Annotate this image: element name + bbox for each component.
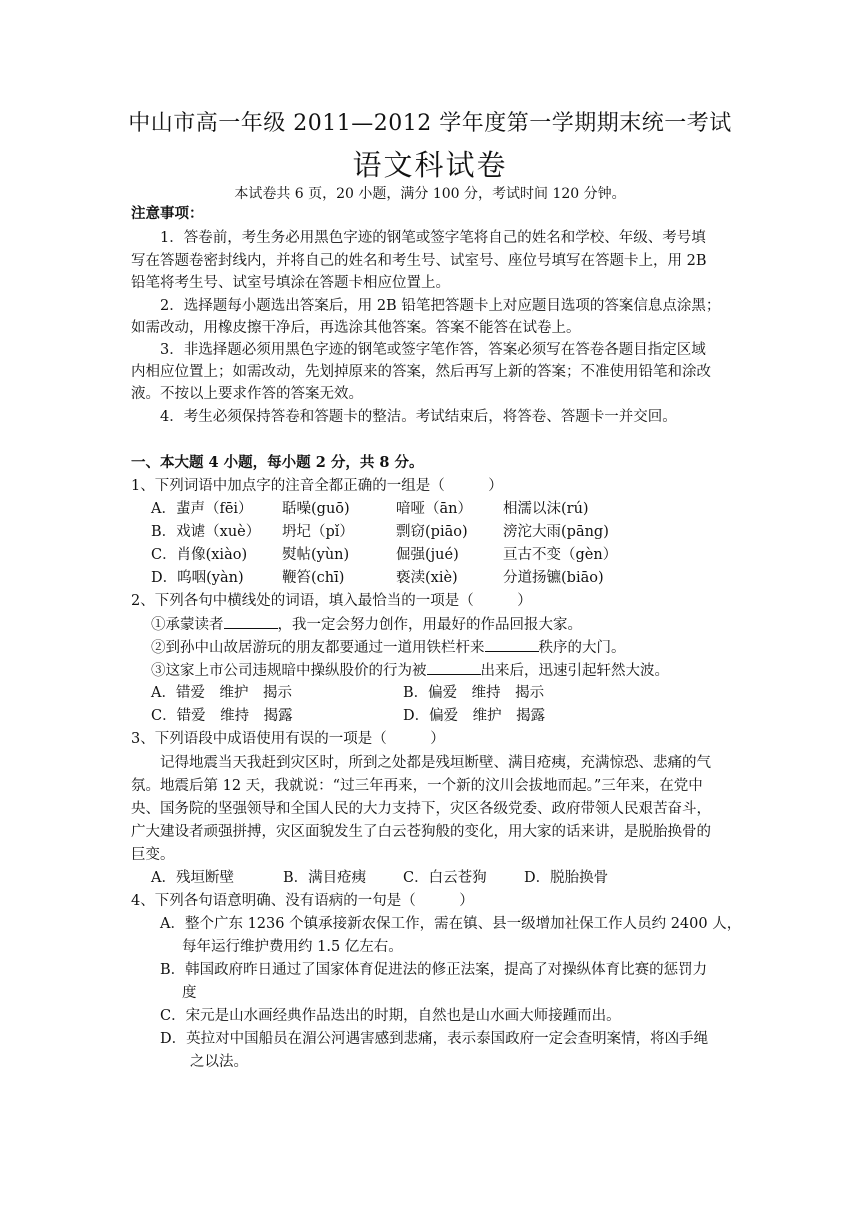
question-3-stem: 3、下列语段中成语使用有误的一项是（ ） <box>131 731 445 747</box>
q1-option-c: C．肖像(xiào) <box>151 547 248 563</box>
q3-passage-line: 记得地震当天我赶到灾区时，所到之处都是残垣断壁、满目疮痍，充满惊恐、悲痛的气 <box>160 755 711 771</box>
blank-line <box>427 660 481 675</box>
q4-option-a-cont: 每年运行维护费用约 1.5 亿左右。 <box>182 939 403 955</box>
notice-line: 如需改动，用橡皮擦干净后，再选涂其他答案。答案不能答在试卷上。 <box>131 320 581 336</box>
q4-option-d-cont: 之以法。 <box>190 1054 248 1070</box>
q3-passage-line: 广大建设者顽强拼搏，灾区面貌发生了白云苍狗般的变化，用大家的话来讲，是脱胎换骨的 <box>131 824 711 840</box>
q2-option-a: A．错爱 维护 揭示 <box>151 685 292 701</box>
q4-option-b: B．韩国政府昨日通过了国家体育促进法的修正法案，提高了对操纵体育比赛的惩罚力 <box>160 962 708 978</box>
q2-option-c: C．错爱 维持 揭露 <box>151 708 293 724</box>
q1-item: 喑哑（ān） <box>396 501 472 517</box>
q1-item: 坍圮（pǐ） <box>282 524 354 540</box>
blank-line <box>224 614 278 629</box>
q3-option-b: B．满目疮痍 <box>283 870 367 886</box>
subject-title: 语文科试卷 <box>352 148 508 182</box>
q3-option-c: C．白云苍狗 <box>403 870 487 886</box>
q3-option-a: A．残垣断壁 <box>151 870 234 886</box>
q2-sentence-1: ①承蒙读者 ，我一定会努力创作，用最好的作品回报大家。 <box>151 614 582 635</box>
notice-line: 铅笔将考生号、试室号填涂在答题卡相应位置上。 <box>131 275 450 291</box>
blank-line <box>485 637 539 652</box>
q1-item: 滂沱大雨(pāng) <box>503 524 609 540</box>
question-1-stem: 1、下列词语中加点字的注音全都正确的一组是（ ） <box>131 478 503 494</box>
q2-option-d: D．偏爱 维护 揭露 <box>403 708 546 724</box>
q2-option-b: B．偏爱 维持 揭示 <box>403 685 545 701</box>
q1-item: 相濡以沫(rú) <box>503 501 589 517</box>
q1-item: 亵渎(xiè) <box>396 570 458 586</box>
q4-option-d: D．英拉对中国船员在湄公河遇害感到悲痛，表示泰国政府一定会查明案情，将凶手绳 <box>160 1031 709 1047</box>
q4-option-a: A．整个广东 1236 个镇承接新农保工作，需在镇、县一级增加社保工作人员约 2400 人， <box>160 916 742 932</box>
notice-line: 1．答卷前，考生务必用黑色字迹的钢笔或签字笔将自己的姓名和学校、年级、考号填 <box>160 230 706 246</box>
q4-option-c: C．宋元是山水画经典作品迭出的时期，自然也是山水画大师接踵而出。 <box>160 1008 621 1024</box>
notice-line: 内相应位置上；如需改动，先划掉原来的答案，然后再写上新的答案；不准使用铅笔和涂改 <box>131 364 711 380</box>
notice-heading: 注意事项： <box>131 205 204 222</box>
notice-line: 写在答题卷密封线内，并将自己的姓名和考生号、试室号、座位号填写在答题卡上，用 2B <box>131 253 707 269</box>
question-2-stem: 2、下列各句中横线处的词语，填入最恰当的一项是（ ） <box>131 593 532 609</box>
q1-option-a: A．蜚声（fēi） <box>151 501 253 517</box>
q3-passage-line: 巨变。 <box>131 847 175 863</box>
q1-item: 分道扬镳(biāo) <box>503 570 604 586</box>
q1-item: 剽窃(piāo) <box>396 524 468 540</box>
q1-item: 亘古不变（gèn） <box>503 547 618 563</box>
exam-title: 中山市高一年级 2011—2012 学年度第一学期期末统一考试 <box>128 111 732 136</box>
q4-option-b-cont: 度 <box>182 985 197 1001</box>
q1-item: 聒噪(guō) <box>282 501 350 517</box>
q1-item: 倔强(jué) <box>396 547 459 563</box>
q3-option-d: D．脱胎换骨 <box>524 870 609 886</box>
q1-item: 熨帖(yùn) <box>282 547 350 563</box>
q3-passage-line: 央、国务院的坚强领导和全国人民的大力支持下，灾区各级党委、政府带领人民艰苦奋斗， <box>131 801 711 817</box>
notice-line: 2．选择题每小题选出答案后，用 2B 铅笔把答题卡上对应题目选项的答案信息点涂黑； <box>160 298 721 314</box>
q3-passage-line: 氛。地震后第 12 天，我就说：“过三年再来，一个新的汶川会拔地而起。”三年来，在党中 <box>131 778 703 794</box>
notice-line: 3．非选择题必须用黑色字迹的钢笔或签字笔作答，答案必须写在答卷各题目指定区域 <box>160 342 706 358</box>
q1-option-d: D．呜咽(yàn) <box>151 570 244 586</box>
q1-option-b: B．戏谑（xuè） <box>151 524 261 540</box>
q1-item: 鞭笞(chī) <box>282 570 345 586</box>
notice-line: 液。不按以上要求作答的答案无效。 <box>131 386 363 402</box>
section-heading: 一、本大题 4 小题，每小题 2 分，共 8 分。 <box>131 454 424 471</box>
question-4-stem: 4、下列各句语意明确、没有语病的一句是（ ） <box>131 893 474 909</box>
exam-info: 本试卷共 6 页，20 小题，满分 100 分，考试时间 120 分钟。 <box>234 186 626 202</box>
q2-sentence-2: ②到孙中山故居游玩的朋友都要通过一道用铁栏杆来 秩序的大门。 <box>151 637 626 658</box>
notice-line: 4．考生必须保持答卷和答题卡的整洁。考试结束后，将答卷、答题卡一并交回。 <box>160 409 677 425</box>
q2-sentence-3: ③这家上市公司违规暗中操纵股价的行为被 出来后，迅速引起轩然大波。 <box>151 660 669 681</box>
